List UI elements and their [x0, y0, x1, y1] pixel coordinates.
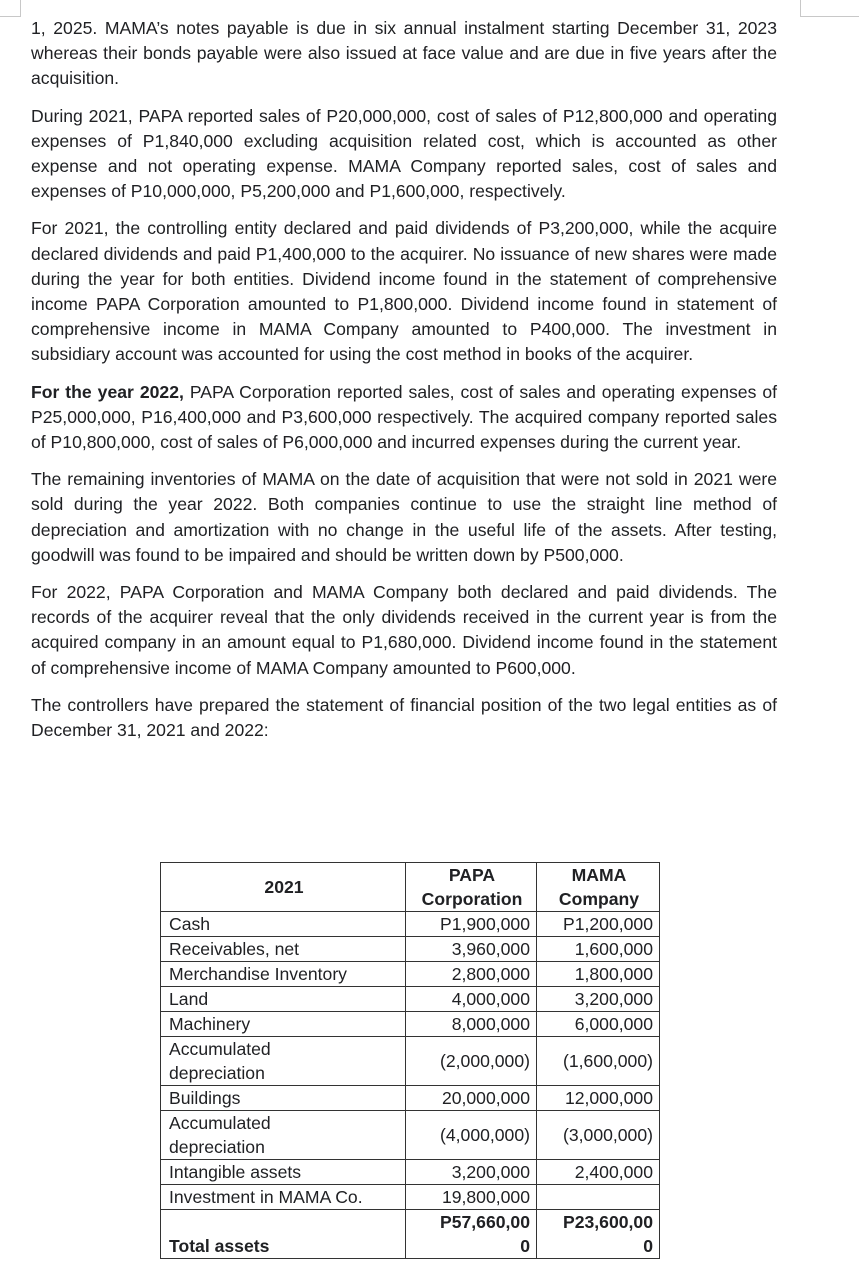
financial-position-table — [160, 862, 660, 1259]
mama-value: 12,000,000 — [537, 1086, 660, 1111]
row-label — [161, 1037, 406, 1086]
mama-value: (1,600,000) — [537, 1037, 660, 1086]
paragraph-inventories-goodwill: The remaining inventories of MAMA on the date of acquisition that were not sold in 2021 were sold during the year 2022. Both companies continue to use the straight line method of depreciation and amortization with no change in the useful life of the assets. After testing, goodwill was found to be impaired and should be written down by P500,000. — [31, 469, 777, 565]
row-label-line2: depreciation — [169, 1063, 265, 1083]
mama-value — [537, 1185, 660, 1210]
paragraph-2021-results: During 2021, PAPA reported sales of P20,000,000, cost of sales of P12,800,000 and operating expenses of P1,840,000 excluding acquisition related cost, which is accounted as other expense and not operating expense. MAMA Company reported sales, cost of sales and expenses of P10,000,000, P5,200,000 and P1,600,000, respectively. — [31, 105, 777, 202]
row-label: Buildings — [161, 1086, 406, 1111]
table-row — [161, 1160, 660, 1185]
papa-value: 19,800,000 — [406, 1185, 537, 1210]
papa-value: 2,800,000 — [406, 962, 537, 987]
table-row — [161, 987, 660, 1012]
mama-header-line1: MAMA — [571, 865, 627, 885]
page-corner-mark-right — [800, 0, 859, 17]
mama-total — [537, 1210, 660, 1259]
mama-value: 1,800,000 — [537, 962, 660, 987]
row-label-line1: Accumulated — [169, 1113, 271, 1133]
paragraph-2022-lead: For the year 2022, — [31, 381, 184, 402]
papa-value: P1,900,000 — [406, 912, 537, 937]
table-row — [161, 962, 660, 987]
row-label: Intangible assets — [161, 1160, 406, 1185]
table-row — [161, 1185, 660, 1210]
papa-value: 3,200,000 — [406, 1160, 537, 1185]
total-assets-row — [161, 1210, 660, 1259]
row-label: Land — [161, 987, 406, 1012]
year-header: 2021 — [161, 863, 406, 912]
paragraph-statement-intro: The controllers have prepared the statement of financial position of the two legal entities as of December 31, 2021 and 2022: — [31, 694, 777, 741]
total-label: Total assets — [161, 1210, 406, 1259]
table-row — [161, 1086, 660, 1111]
mama-value: 6,000,000 — [537, 1012, 660, 1037]
table-row — [161, 1037, 660, 1086]
row-label-line1: Accumulated — [169, 1039, 271, 1059]
papa-header-line2: Corporation — [421, 889, 523, 909]
row-label: Investment in MAMA Co. — [161, 1185, 406, 1210]
document-body — [31, 16, 777, 755]
paragraph-2021-dividends: For 2021, the controlling entity declared and paid dividends of P3,200,000, while the acquire declared dividends and paid P1,400,000 to the acquirer. No issuance of new shares were made during the year for both entities. Dividend income found in the statement of comprehensive income PAPA Corporation amounted to P1,800,000. Dividend income found in statement of comprehensive income in MAMA Company amounted to P400,000. The investment in subsidiary account was accounted for using the cost method in books of the acquirer. — [31, 218, 777, 365]
papa-value: 3,960,000 — [406, 937, 537, 962]
table-header-row — [161, 863, 660, 912]
row-label: Machinery — [161, 1012, 406, 1037]
mama-header-line2: Company — [558, 889, 640, 909]
row-label: Receivables, net — [161, 937, 406, 962]
paragraph-2022-rest: PAPA Corporation reported sales, cost of sales and operating expenses of P25,000,000, P16,400,000 and P3,600,000 respectively. The acquired company reported sales of P10,800,000, cost of sales of P6,000,000 and incurred expenses during the current year. — [31, 381, 778, 453]
papa-value: 8,000,000 — [406, 1012, 537, 1037]
page-corner-mark-left — [0, 0, 21, 17]
mama-value: 3,200,000 — [537, 987, 660, 1012]
papa-total-line2: 0 — [520, 1236, 530, 1256]
papa-value: 20,000,000 — [406, 1086, 537, 1111]
table-row — [161, 912, 660, 937]
row-label: Cash — [161, 912, 406, 937]
mama-value: (3,000,000) — [537, 1111, 660, 1160]
papa-value: (2,000,000) — [406, 1037, 537, 1086]
mama-value: P1,200,000 — [537, 912, 660, 937]
row-label: Merchandise Inventory — [161, 962, 406, 987]
paragraph-notes-payable: 1, 2025. MAMA’s notes payable is due in six annual instalment starting December 31, 2023 whereas their bonds payable were also issued at face value and are due in five years after the acquisition. — [31, 18, 777, 89]
papa-total-line1: P57,660,00 — [439, 1212, 530, 1232]
mama-total-line2: 0 — [643, 1236, 653, 1256]
mama-value: 2,400,000 — [537, 1160, 660, 1185]
papa-column-header — [406, 863, 537, 912]
table-row — [161, 1111, 660, 1160]
table-row — [161, 937, 660, 962]
paragraph-2022-dividends: For 2022, PAPA Corporation and MAMA Company both declared and paid dividends. The records of the acquirer reveal that the only dividends received in the current year is from the acquired company in an amount equal to P1,680,000. Dividend income found in the statement of comprehensive income of MAMA Company amounted to P600,000. — [31, 582, 777, 678]
mama-value: 1,600,000 — [537, 937, 660, 962]
row-label — [161, 1111, 406, 1160]
papa-value: (4,000,000) — [406, 1111, 537, 1160]
papa-total — [406, 1210, 537, 1259]
table-row — [161, 1012, 660, 1037]
papa-header-line1: PAPA — [448, 865, 496, 885]
mama-total-line1: P23,600,00 — [562, 1212, 653, 1232]
row-label-line2: depreciation — [169, 1137, 265, 1157]
paragraph-2022-results — [31, 380, 777, 456]
mama-column-header — [537, 863, 660, 912]
papa-value: 4,000,000 — [406, 987, 537, 1012]
